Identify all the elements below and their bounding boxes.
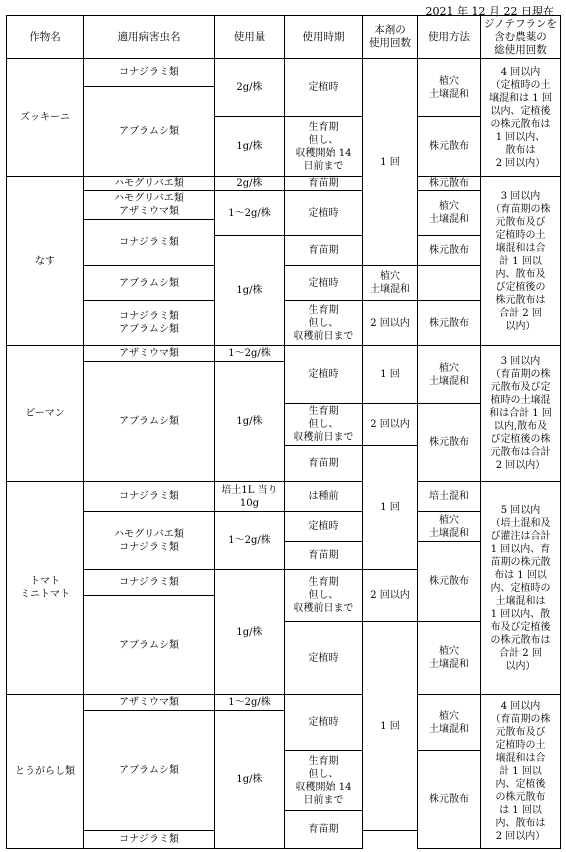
table-header-row xyxy=(7,16,561,59)
total-cell: 4 回以内 （定植時の土 壌混和は 1 回 以内、定植後 の株元散布は 1 回以内、 散布は 2 回以内） xyxy=(481,59,561,177)
table-row xyxy=(7,695,561,711)
pest-cell: アブラムシ類 xyxy=(84,711,215,831)
pest-cell: アブラムシ類 xyxy=(84,266,215,301)
timing-cell: 定植時 xyxy=(285,695,363,751)
pest-cell: アブラムシ類 xyxy=(84,362,215,482)
method-cell: 植穴 土壌混和 xyxy=(363,266,418,301)
pest-cell: コナジラミ類 xyxy=(84,220,215,266)
pest-cell: アブラムシ類 xyxy=(84,87,215,177)
amount-cell: 1g/株 xyxy=(215,117,285,177)
timing-cell: 育苗期 xyxy=(285,542,363,570)
timing-cell: は種前 xyxy=(285,482,363,512)
pest-cell: コナジラミ類 xyxy=(84,570,215,596)
timing-cell: 生育期 但し、 収穫前日まで xyxy=(285,570,363,622)
pest-cell: アブラムシ類 xyxy=(84,596,215,695)
crop-cell: なす xyxy=(7,177,84,346)
table-row xyxy=(7,59,561,87)
timing-cell: 生育期 但し、 収穫前日まで xyxy=(285,301,363,346)
header-pest: 適用病害虫名 xyxy=(84,16,215,59)
count-cell: 1 回 xyxy=(363,622,418,831)
count-cell: 1 回 xyxy=(363,346,418,404)
amount-cell: 1g/株 xyxy=(215,711,285,849)
amount-cell: 1～2g/株 xyxy=(215,346,285,362)
timing-cell: 育苗期 xyxy=(285,811,363,849)
timing-cell: 定植時 xyxy=(285,191,363,236)
pest-cell: コナジラミ類 xyxy=(84,59,215,87)
amount-cell: 2g/株 xyxy=(215,177,285,191)
amount-cell: 1～2g/株 xyxy=(215,695,285,711)
pest-cell: ハモグリバエ類 アザミウマ類 xyxy=(84,191,215,220)
header-method: 使用方法 xyxy=(418,16,481,59)
timing-cell: 定植時 xyxy=(285,512,363,542)
table-row xyxy=(7,482,561,512)
header-timing: 使用時期 xyxy=(285,16,363,59)
timing-cell: 生育期 但し、 収穫前日まで xyxy=(285,404,363,446)
total-cell: 3 回以内 （育苗期の株 元散布及び定 植時の土壌混 和は合計 1 回 以内,散布及 び定植後の株 元散布は合計 2 回以内） xyxy=(481,346,561,482)
timing-cell: 育苗期 xyxy=(285,236,363,266)
pesticide-usage-table xyxy=(6,15,561,849)
method-cell: 植穴 土壌混和 xyxy=(418,59,481,117)
method-cell: 植穴 土壌混和 xyxy=(418,191,481,236)
timing-cell: 定植時 xyxy=(285,266,363,301)
crop-cell: ピーマン xyxy=(7,346,84,482)
method-cell: 株元散布 xyxy=(418,117,481,177)
header-amount: 使用量 xyxy=(215,16,285,59)
timing-cell: 定植時 xyxy=(285,622,363,695)
date-stamp: 2021 年 12 月 22 日現在 xyxy=(425,5,554,18)
pest-cell: アザミウマ類 xyxy=(84,695,215,711)
amount-cell: 1～2g/株 xyxy=(215,512,285,570)
timing-cell: 定植時 xyxy=(285,59,363,117)
header-crop: 作物名 xyxy=(7,16,84,59)
pest-cell: アザミウマ類 xyxy=(84,346,215,362)
method-cell: 株元散布 xyxy=(418,542,481,622)
count-cell: 2 回以内 xyxy=(363,301,418,346)
method-cell: 株元散布 xyxy=(418,751,481,849)
pest-cell: ハモグリバエ類 コナジラミ類 xyxy=(84,512,215,570)
crop-cell: とうがらし類 xyxy=(7,695,84,849)
pest-cell: コナジラミ類 xyxy=(84,482,215,512)
total-cell: 4 回以内 （育苗期の株 元散布及び 定植時の土 壌混和は合 計 1 回以 内、定植後 の株元散布 は 1 回以 内、散布は 2 回以内） xyxy=(481,695,561,849)
amount-cell: 培土1L 当り 10g xyxy=(215,482,285,512)
amount-cell: 2g/株 xyxy=(215,59,285,117)
crop-cell: トマト ミニトマト xyxy=(7,482,84,695)
table-row xyxy=(7,346,561,362)
table-row xyxy=(7,191,561,220)
amount-cell: 1g/株 xyxy=(215,570,285,695)
pest-cell: コナジラミ類 アブラムシ類 xyxy=(84,301,215,346)
method-cell: 株元散布 xyxy=(418,236,481,266)
count-cell: 1 回 xyxy=(363,59,418,266)
timing-cell: 生育期 但し、 収穫開始 14 日前まで xyxy=(285,751,363,811)
method-cell: 株元散布 xyxy=(418,301,481,346)
count-cell: 2 回以内 xyxy=(363,570,418,622)
method-cell: 株元散布 xyxy=(418,177,481,191)
header-total: ジノテフランを 含む農薬の 総使用回数 xyxy=(481,16,561,59)
amount-cell: 1～2g/株 xyxy=(215,191,285,236)
pest-cell: コナジラミ類 xyxy=(84,831,215,849)
count-cell: 2 回以内 xyxy=(363,404,418,446)
total-cell: 3 回以内 （育苗期の株 元散布及び 定植時の土 壌混和は合 計 1 回以 内、散布及 び定植後の 株元散布は 合計 2 回 以内） xyxy=(481,177,561,346)
table-row xyxy=(7,512,561,542)
method-cell: 培土混和 xyxy=(418,482,481,512)
timing-cell: 生育期 但し、 収穫開始 14 日前まで xyxy=(285,117,363,177)
timing-cell: 定植時 xyxy=(285,346,363,404)
amount-cell: 1g/株 xyxy=(215,362,285,482)
total-cell: 5 回以内 （培土混和及 び灌注は合計 1 回以内、育 苗期の株元散 布は 1 回以 内、定植時の 土壌混和は 1 回以内、散 布及び定植後 の株元散布は 合計 2 回 以内） xyxy=(481,482,561,695)
method-cell: 植穴 土壌混和 xyxy=(418,695,481,751)
method-cell: 植穴 土壌混和 xyxy=(418,512,481,542)
crop-cell: ズッキーニ xyxy=(7,59,84,177)
amount-cell: 1g/株 xyxy=(215,236,285,346)
method-cell: 株元散布 xyxy=(418,404,481,482)
method-cell: 植穴 土壌混和 xyxy=(418,622,481,695)
pest-cell: ハモグリバエ類 xyxy=(84,177,215,191)
timing-cell: 育苗期 xyxy=(285,177,363,191)
method-cell: 植穴 土壌混和 xyxy=(418,346,481,404)
table-row xyxy=(7,177,561,191)
count-cell: 1 回 xyxy=(363,446,418,570)
header-count: 本剤の 使用回数 xyxy=(363,16,418,59)
timing-cell: 育苗期 xyxy=(285,446,363,482)
